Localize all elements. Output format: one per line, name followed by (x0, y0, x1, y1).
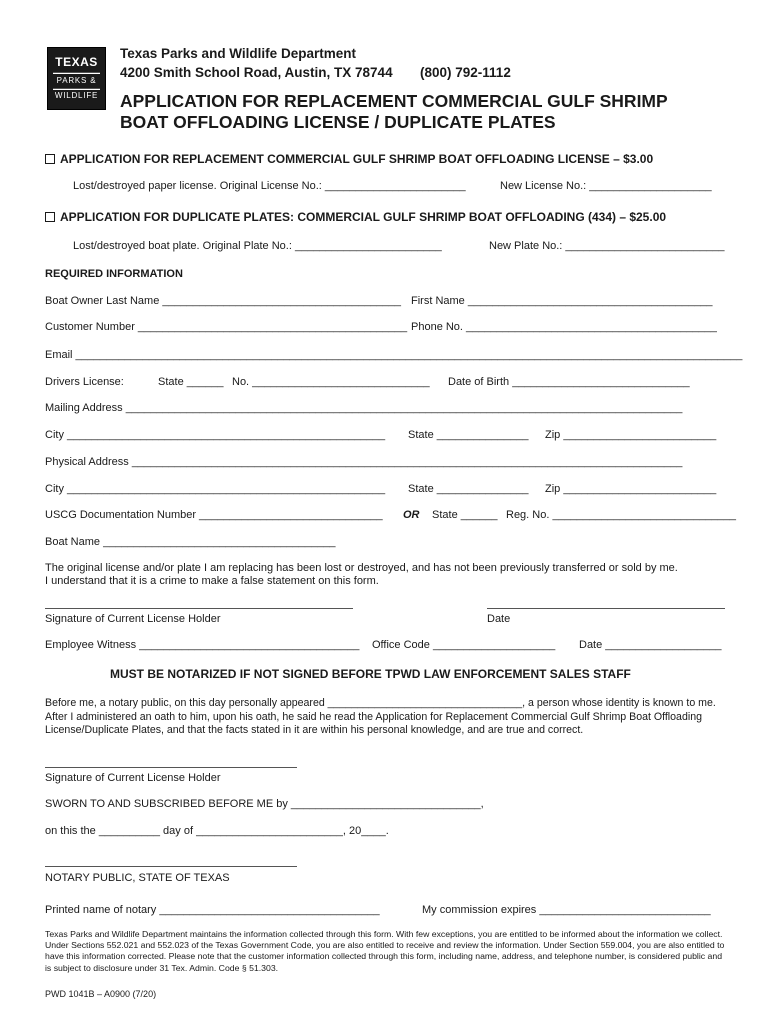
mailing-state-field[interactable]: State _______________ (408, 429, 529, 441)
commission-expires-field[interactable]: My commission expires ____________________________ (422, 904, 711, 916)
tpwd-logo (47, 47, 106, 110)
reg-number-field[interactable]: Reg. No. ______________________________ (506, 509, 736, 521)
option-duplicate-plates[interactable] (45, 210, 666, 224)
agency-phone: (800) 792-1112 (420, 65, 511, 80)
notary-public-label: NOTARY PUBLIC, STATE OF TEXAS (45, 872, 230, 884)
replacement-license-checkbox[interactable] (45, 154, 55, 164)
option-replacement-license-label: APPLICATION FOR REPLACEMENT COMMERCIAL GULF SHRIMP BOAT OFFLOADING LICENSE – $3.00 (60, 152, 654, 166)
form-number: PWD 1041B – A0900 (7/20) (45, 989, 157, 999)
form-title-line1: APPLICATION FOR REPLACEMENT COMMERCIAL GULF SHRIMP (120, 91, 668, 111)
logo-line-texas: TEXAS (55, 55, 98, 69)
privacy-notice: Texas Parks and Wildlife Department maintains the information collected through this form. With few exceptions, you are entitled to be informed about the information we collect. Under Sections 552.021 and 552.023 of the Texas Government Code, you are also entitled to receive and review the information. Under Section 559.004, you are also entitled to have this information corrected. Please note that the customer information collected through this form, including name, address, and telephone number, is considered public and is subject to disclosure under 31 Tex. Admin. Code § 51.303. (45, 929, 725, 973)
witness-date-field[interactable]: Date ___________________ (579, 639, 722, 651)
notary-printed-name-field[interactable]: Printed name of notary ____________________________________ (45, 904, 380, 916)
holder-signature-line[interactable] (45, 608, 353, 609)
logo-line-wildlife: WILDLIFE (54, 91, 99, 100)
last-name-field[interactable]: Boat Owner Last Name _______________________________________ (45, 295, 401, 307)
reg-state-field[interactable]: State ______ (432, 509, 498, 521)
phone-field[interactable]: Phone No. _________________________________________ (411, 321, 717, 333)
holder-signature-label: Signature of Current License Holder (45, 613, 221, 625)
signature-date-label: Date (487, 613, 511, 625)
agency-name: Texas Parks and Wildlife Department (120, 46, 356, 61)
original-plate-field[interactable]: Lost/destroyed boat plate. Original Plate No.: ________________________ (73, 240, 442, 252)
option-replacement-license[interactable] (45, 152, 653, 166)
email-field[interactable]: Email _____________________________________________________________________________________________________________ (45, 349, 743, 361)
notary-paragraph: Before me, a notary public, on this day personally appeared _________________________________, a person whose identity is known to me. After I administered an oath to him, upon his oath, he said he read the Application for Replacement Commercial Gulf Shrimp Boat Offloading License/Duplicate Plates, and that the facts stated in it are within his personal knowledge, and are true and correct. (45, 697, 716, 737)
notary-holder-signature-label: Signature of Current License Holder (45, 772, 221, 784)
mailing-address-field[interactable]: Mailing Address ___________________________________________________________________________________________ (45, 402, 683, 414)
dl-number-field[interactable]: No. _____________________________ (232, 376, 430, 388)
physical-state-field[interactable]: State _______________ (408, 483, 529, 495)
physical-city-field[interactable]: City ____________________________________________________ (45, 483, 386, 495)
notary-signature-line[interactable] (45, 866, 297, 867)
dl-state-field[interactable]: State ______ (158, 376, 224, 388)
drivers-license-label: Drivers License: (45, 376, 124, 388)
notarization-date-field[interactable]: on this the __________ day of ________________________, 20____. (45, 825, 389, 837)
notary-heading: MUST BE NOTARIZED IF NOT SIGNED BEFORE TPWD LAW ENFORCEMENT SALES STAFF (110, 667, 631, 681)
mailing-zip-field[interactable]: Zip _________________________ (545, 429, 717, 441)
or-label: OR (403, 509, 420, 521)
physical-zip-field[interactable]: Zip _________________________ (545, 483, 717, 495)
duplicate-plates-checkbox[interactable] (45, 212, 55, 222)
boat-name-field[interactable]: Boat Name ______________________________________ (45, 536, 336, 548)
notary-holder-signature-line[interactable] (45, 767, 297, 768)
original-license-field[interactable]: Lost/destroyed paper license. Original License No.: _______________________ (73, 180, 466, 192)
logo-divider (53, 72, 100, 74)
agency-address: 4200 Smith School Road, Austin, TX 78744 (120, 65, 393, 80)
option-duplicate-plates-label: APPLICATION FOR DUPLICATE PLATES: COMMERCIAL GULF SHRIMP BOAT OFFLOADING (434) – $25.00 (60, 210, 667, 224)
logo-line-parks: PARKS & (56, 76, 97, 85)
physical-address-field[interactable]: Physical Address __________________________________________________________________________________________ (45, 456, 683, 468)
customer-number-field[interactable]: Customer Number ____________________________________________ (45, 321, 408, 333)
sworn-subscribed-field[interactable]: SWORN TO AND SUBSCRIBED BEFORE ME by _______________________________, (45, 798, 484, 810)
certification-line1: The original license and/or plate I am replacing has been lost or destroyed, and has not been previously transferred or sold by me. (45, 562, 678, 574)
logo-divider (53, 88, 100, 90)
date-of-birth-field[interactable]: Date of Birth _____________________________ (448, 376, 690, 388)
certification-line2: I understand that it is a crime to make a false statement on this form. (45, 575, 379, 587)
new-license-field[interactable]: New License No.: ____________________ (500, 180, 712, 192)
form-title-line2: BOAT OFFLOADING LICENSE / DUPLICATE PLATES (120, 112, 556, 132)
signature-date-line[interactable] (487, 608, 725, 609)
mailing-city-field[interactable]: City ____________________________________________________ (45, 429, 386, 441)
new-plate-field[interactable]: New Plate No.: __________________________ (489, 240, 725, 252)
office-code-field[interactable]: Office Code ____________________ (372, 639, 556, 651)
employee-witness-field[interactable]: Employee Witness ____________________________________ (45, 639, 360, 651)
uscg-number-field[interactable]: USCG Documentation Number ______________________________ (45, 509, 383, 521)
required-info-heading: REQUIRED INFORMATION (45, 268, 183, 280)
first-name-field[interactable]: First Name ________________________________________ (411, 295, 713, 307)
